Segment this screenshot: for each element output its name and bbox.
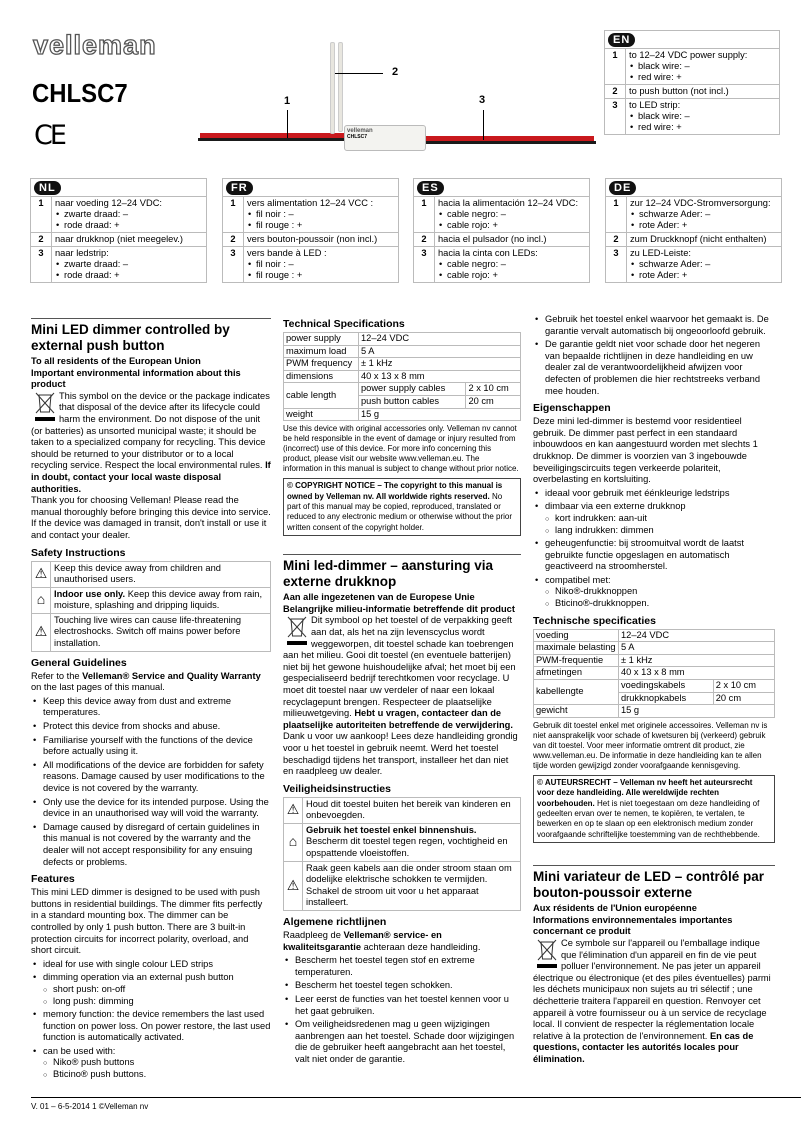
device-brand-label: velleman [347, 128, 373, 134]
row-text: hacia la cinta con LEDs: [438, 248, 538, 258]
sub-item: ○ short push: on-off [43, 984, 271, 996]
row-number: 1 [31, 197, 52, 232]
wire-item: • cable negro: – [438, 259, 586, 270]
row-text: vers bande à LED : [247, 248, 327, 258]
wire-item: • rode draad: + [55, 220, 203, 231]
list-item: • ideal for use with single colour LED strips [31, 959, 271, 971]
table-row [605, 49, 779, 85]
list-item: • Damage caused by disregard of certain guidelines in this manual is not covered by the warranty and the dealer will not accept responsibility for any ensuing defects or problems. [31, 822, 271, 868]
lang-badge-en: EN [608, 33, 635, 47]
table-row: push button cables 20 cm [284, 395, 521, 408]
column-2 [283, 318, 521, 1068]
list-item: • compatibel met: ○ Niko®-drukknoppen ○ Bticino®-drukknoppen. [533, 575, 775, 610]
nl-env-text: Dit symbool op het toestel of de verpakking geeft aan dat, als het na zijn levenscyclus wordt weggeworpen, dit toestel schade kan toebrengen aan het milieu. Gooi dit toestel (en eventuele batterijen) niet bij het gewone huishoudelijke afval; het moet bij een gespecialiseerd bedrijf terechtkomen voor recyclage. U moet dit toestel naar uw verdeler of naar een lokaal recyclagepunt brengen. Respecteer de plaatselijke milieuwetgeving. [283, 615, 516, 719]
row-number: 3 [31, 247, 52, 282]
nl-features-text: Deze mini led-dimmer is bestemd voor residentieel gebruik. De dimmer past perfect in een standaard inbouwdoos en kan aangestuurd worden met slechts 1 drukknop. De dimmer is voorzien van 3 ingebouwde beveiligingscircuits tegen verkeerde polariteit, overbelasting en kortsluiting. [533, 416, 758, 485]
row-text: to 12–24 VDC power supply: [629, 50, 748, 60]
push-button-wire [330, 42, 335, 134]
nl-thanks: Dank u voor uw aankoop! Lees deze handleiding grondig voor u het toestel in gebruik neemt. Werd het toestel beschadigd tijdens het transport, installeer het dan niet en raadpleeg uw dealer. [283, 731, 518, 777]
row-number: 1 [414, 197, 435, 232]
wire-item: • cable negro: – [438, 209, 586, 220]
product-image [198, 40, 598, 160]
wire-item: • red wire: + [629, 72, 776, 83]
wire-item: • black wire: – [629, 111, 776, 122]
table-row [31, 247, 206, 282]
en-guidelines-intro: Refer to the Velleman® Service and Quality Warranty on the last pages of this manual. [31, 670, 261, 693]
table-row: voeding 12–24 VDC [534, 629, 775, 642]
lang-badge-de: DE [609, 181, 636, 195]
connection-table-nl [30, 178, 207, 283]
row-number: 2 [31, 233, 52, 246]
sub-item: ○ lang indrukken: dimmen [545, 525, 775, 537]
table-row [605, 85, 779, 99]
device-model-label: CHLSC7 [347, 134, 368, 140]
row-text: to LED strip: [629, 100, 681, 110]
electric-hazard-icon: ⚠ [284, 861, 303, 910]
connection-table-en [604, 30, 780, 135]
callout-2: 2 [392, 66, 399, 78]
list-item: • dimming operation via an external push button ○ short push: on-off ○ long push: dimming [31, 972, 271, 1007]
wire-item: • cable rojo: + [438, 220, 586, 231]
sub-item: ○ Bticino® push buttons. [43, 1069, 271, 1081]
list-item: • geheugenfunctie: bij stroomuitval wordt de laatst gebruikte functie opgeslagen en automatisch geactiveerd na stroomherstel. [533, 538, 775, 573]
nl-spec-heading: Technische specificaties [533, 614, 656, 627]
connection-table-es [413, 178, 590, 283]
en-spec-heading: Technical Specifications [283, 318, 405, 330]
list-item: • Keep this device away from dust and extreme temperatures. [31, 696, 271, 719]
row-text: to push button (not incl.) [629, 86, 729, 96]
table-row [31, 233, 206, 247]
lang-badge-fr: FR [226, 181, 253, 195]
table-row: weight 15 g [284, 408, 521, 421]
fr-title: Mini variateur de LED – contrôlé par bouton-poussoir externe [533, 869, 765, 901]
table-row: dimensions 40 x 13 x 8 mm [284, 370, 521, 383]
row-text: zum Druckknopf (nicht enthalten) [630, 234, 767, 244]
row-text: naar ledstrip: [55, 248, 109, 258]
house-icon: ⌂ [284, 823, 303, 861]
table-row [223, 233, 398, 247]
sub-item: ○ Niko®-drukknoppen [545, 586, 775, 598]
row-number: 3 [414, 247, 435, 282]
en-safety-heading: Safety Instructions [31, 546, 126, 559]
nl-env-block [283, 615, 521, 731]
right-cable-black [426, 141, 596, 144]
sub-item: ○ long push: dimming [43, 996, 271, 1008]
en-env-text: This symbol on the device or the package indicates that disposal of the device after its lifecycle could harm the environment. Do not dispose of the unit (or batteries) as unsorted municipal waste; it should be taken to a specialized company for recycling. This device should be returned to your distributor or to a local recycling service. Respect the local environmental rules. [31, 390, 270, 471]
table-row: PWM frequency ± 1 kHz [284, 358, 521, 371]
sub-item: ○ Bticino®-drukknoppen. [545, 598, 775, 610]
table-row [605, 99, 779, 134]
nl-guidelines-intro: Raadpleeg de Velleman® service- en kwaliteitsgarantie achteraan deze handleiding. [283, 930, 481, 952]
en-env-bold: If in doubt, contact your local waste disposal authorities. [31, 460, 271, 494]
nl-guidelines-list-cont [533, 314, 775, 397]
nl-features-heading: Eigenschappen [533, 402, 611, 415]
fr-env-text: Ce symbole sur l'appareil ou l'emballage indique que l'élimination d'un appareil en fin de vie peut polluer l'environnement. Ne pas jeter un appareil électrique ou électronique (et des piles éventuelles) parmi les déchets municipaux non sujets au tri sélectif ; une déchetterie traitera l'appareil en question. Renvoyer cet appareil à votre fournisseur ou à un service de recyclage local. Il convient de respecter la réglementation locale relative à la protection de l'environnement. [533, 938, 771, 1041]
list-item: • Protect this device from shocks and abuse. [31, 721, 271, 733]
en-eu-heading: To all residents of the European Union [31, 356, 201, 366]
nl-safety-heading: Veiligheidsinstructies [283, 782, 391, 795]
row-number: 3 [605, 99, 626, 134]
sub-item: ○ Niko® push buttons [43, 1057, 271, 1069]
callout-line-2 [335, 73, 383, 74]
list-item: • can be used with: ○ Niko® push buttons ○ Bticino® push buttons. [31, 1046, 271, 1081]
wire-item: • fil rouge : + [247, 270, 395, 281]
table-row [414, 233, 589, 247]
en-env-block [31, 391, 271, 495]
row-number: 1 [606, 197, 627, 232]
table-row: cable length power supply cables 2 x 10 cm [284, 383, 521, 396]
list-item: • dimbaar via een externe drukknop ○ kort indrukken: aan-uit ○ lang indrukken: dimmen [533, 501, 775, 536]
table-row [32, 613, 271, 651]
table-row: gewicht 15 g [534, 705, 775, 718]
en-thanks: Thank you for choosing Velleman! Please read the manual thoroughly before bringing this device into service. If the device was damaged in transit, don't install or use it and contact your dealer. [31, 495, 271, 540]
table-row: PWM-frequentie ± 1 kHz [534, 654, 775, 667]
callout-line-3 [483, 110, 484, 140]
list-item: • Bescherm het toestel tegen stof en extreme temperaturen. [283, 955, 521, 978]
wire-item: • rote Ader: + [630, 220, 778, 231]
dimmer-body [344, 125, 426, 151]
callout-1: 1 [284, 95, 291, 107]
list-item: • All modifications of the device are forbidden for safety reasons. Damage caused by user modifications to the device is not covered by the warranty. [31, 760, 271, 795]
weee-bin-icon [536, 938, 558, 970]
wire-item: • fil rouge : + [247, 220, 395, 231]
list-item: • De garantie geldt niet voor schade door het negeren van bepaalde richtlijnen in deze handleiding en uw dealer zal de verantwoordelijkheid afwijzen voor defecten of problemen die hier rechtstreeks verband mee houden. [533, 339, 775, 397]
weee-bin-icon [286, 615, 308, 647]
list-item: • Leer eerst de functies van het toestel kennen voor u het gaat gebruiken. [283, 994, 521, 1017]
row-number: 2 [414, 233, 435, 246]
connection-table-fr [222, 178, 399, 283]
electric-hazard-icon: ⚠ [32, 613, 51, 651]
list-item: • Gebruik het toestel enkel waarvoor het gemaakt is. De garantie vervalt automatisch bij ongeoorloofd gebruik. [533, 314, 775, 337]
table-row [284, 823, 521, 861]
row-number: 3 [223, 247, 244, 282]
table-row [284, 861, 521, 910]
wire-item: • rode draad: + [55, 270, 203, 281]
row-text: naar drukknop (niet meegelev.) [55, 234, 183, 244]
table-row [223, 197, 398, 233]
en-disclaimer: Use this device with original accessories only. Velleman nv cannot be held responsible in the event of damage or injury resulted from (incorrect) use of this device. For more info concerning this product, please visit our website www.velleman.eu. The information in this manual is subject to change without prior notice. [283, 424, 519, 474]
row-text: hacia la alimentación 12–24 VDC: [438, 198, 579, 208]
table-row [414, 197, 589, 233]
nl-copyright-notice: © AUTEURSRECHT – Velleman nv heeft het auteursrecht voor deze handleiding. Alle wereldwijde rechten voorbehouden. Het is niet toegestaan om deze handleiding of gedeelten ervan over te nemen, te kopiëren, te vertalen, te bewerken en op te slaan op een elektronisch medium zonder voorafgaande schriftelijke toestemming van de rechthebbende. [533, 775, 775, 843]
nl-eu-heading: Aan alle ingezetenen van de Europese Unie [283, 592, 475, 603]
en-title: Mini LED dimmer controlled by external push button [31, 322, 230, 353]
left-cable-black [198, 138, 345, 141]
en-copyright-notice: © COPYRIGHT NOTICE – The copyright to this manual is owned by Velleman nv. All worldwide rights reserved. No part of this manual may be copied, reproduced, translated or reduced to any electronic medium or otherwise without the prior written consent of the copyright holder. [283, 478, 521, 536]
nl-features-list [533, 488, 775, 610]
en-safety-table [31, 561, 271, 652]
en-features-heading: Features [31, 873, 75, 886]
ce-mark-icon: CE [34, 120, 64, 151]
page-footer: V. 01 – 6-5-2014 1 ©Velleman nv [31, 1097, 801, 1111]
row-number: 1 [223, 197, 244, 232]
list-item: • Only use the device for its intended purpose. Using the device in an unauthorised way will void the warranty. [31, 797, 271, 820]
row-number: 1 [605, 49, 626, 84]
wire-item: • cable rojo: + [438, 270, 586, 281]
list-item: • Bescherm het toestel tegen schokken. [283, 980, 521, 992]
table-row [31, 197, 206, 233]
table-row: kabellengte voedingskabels 2 x 10 cm [534, 680, 775, 693]
safety-text: Gebruik het toestel enkel binnenshuis. Bescherm dit toestel tegen regen, vochtigheid en opspattende vloeistoffen. [303, 823, 521, 861]
weee-bin-icon [34, 391, 56, 423]
row-text: zur 12–24 VDC-Stromversorgung: [630, 198, 771, 208]
row-text: zu LED-Leiste: [630, 248, 691, 258]
safety-text: Keep this device away from children and unauthorised users. [51, 561, 271, 587]
fr-env-heading: Informations environnementales importantes concernant ce produit [533, 914, 733, 937]
column-1 [31, 318, 271, 1083]
en-features-list [31, 959, 271, 1081]
row-number: 2 [606, 233, 627, 246]
nl-env-bold: Hebt u vragen, contacteer dan de plaatselijke autoriteiten betreffende de verwijdering. [283, 708, 513, 730]
push-button-wire-2 [338, 42, 343, 132]
fr-eu-heading: Aux résidents de l'Union européenne [533, 903, 697, 914]
table-row [32, 561, 271, 587]
velleman-logo: velleman [33, 30, 157, 60]
house-icon: ⌂ [32, 587, 51, 613]
callout-line-1 [287, 110, 288, 138]
nl-spec-table [533, 629, 775, 718]
wire-item: • zwarte draad: – [55, 209, 203, 220]
table-row: drukknopkabels 20 cm [534, 692, 775, 705]
safety-text: Indoor use only. Keep this device away from rain, moisture, splashing and dripping liquids. [51, 587, 271, 613]
safety-text: Raak geen kabels aan die onder stroom staan om dodelijke elektrische schokken te vermijden. Schakel de stroom uit voor u het apparaat installeert. [303, 861, 521, 910]
table-row [606, 197, 781, 233]
connection-table-de [605, 178, 782, 283]
fr-env-block [533, 938, 775, 1066]
row-number: 3 [606, 247, 627, 282]
table-row: maximum load 5 A [284, 345, 521, 358]
row-text: vers alimentation 12–24 VCC : [247, 198, 374, 208]
en-spec-table [283, 332, 521, 421]
callout-3: 3 [479, 94, 486, 106]
row-text: naar voeding 12–24 VDC: [55, 198, 162, 208]
model-number: CHLSC7 [32, 78, 128, 108]
table-row [606, 233, 781, 247]
lang-badge-nl: NL [34, 181, 61, 195]
list-item: • Familiarise yourself with the functions of the device before actually using it. [31, 735, 271, 758]
list-item: • Om veiligheidsredenen mag u geen wijzigingen aanbrengen aan het toestel. Schade door wijzigingen die de gebruiker heeft aangebracht aan het toestel, valt niet onder de garantie. [283, 1019, 521, 1065]
row-text: hacia el pulsador (no incl.) [438, 234, 547, 244]
nl-title: Mini led-dimmer – aansturing via externe drukknop [283, 558, 494, 590]
wire-item: • red wire: + [629, 122, 776, 133]
table-row [414, 247, 589, 282]
wire-item: • schwarze Ader: – [630, 209, 778, 220]
wire-item: • schwarze Ader: – [630, 259, 778, 270]
warning-icon: ⚠ [284, 797, 303, 823]
table-row: maximale belasting 5 A [534, 642, 775, 655]
safety-text: Houd dit toestel buiten het bereik van kinderen en onbevoegden. [303, 797, 521, 823]
wire-item: • zwarte draad: – [55, 259, 203, 270]
warning-icon: ⚠ [32, 561, 51, 587]
en-guidelines-list [31, 696, 271, 868]
row-text: vers bouton-poussoir (non incl.) [247, 234, 378, 244]
nl-safety-table [283, 797, 521, 911]
wire-item: • fil noir : – [247, 209, 395, 220]
en-env-heading: Important environmental information about this product [31, 367, 241, 390]
en-features-text: This mini LED dimmer is designed to be used with push buttons in residential buildings. The dimmer fits perfectly in a standard mounting box. The dimmer can be controlled by only 1 push button. There are 3 built-in protection circuits for incorrect polarity, overload, and short circuit. [31, 887, 263, 956]
row-number: 2 [223, 233, 244, 246]
wire-item: • rote Ader: + [630, 270, 778, 281]
table-row [32, 587, 271, 613]
nl-env-heading: Belangrijke milieu-informatie betreffende dit product [283, 603, 515, 614]
table-row [606, 247, 781, 282]
lang-badge-es: ES [417, 181, 444, 195]
column-3 [533, 314, 775, 1066]
list-item: • memory function: the device remembers the last used function on power loss. On power restore, the last used function is automatically activated. [31, 1009, 271, 1044]
table-row: power supply 12–24 VDC [284, 333, 521, 346]
list-item: • ideaal voor gebruik met éénkleurige ledstrips [533, 488, 775, 500]
nl-guidelines-list [283, 955, 521, 1065]
row-number: 2 [605, 85, 626, 98]
fr-env-bold: En cas de questions, contacter les autorités locales pour élimination. [533, 1030, 754, 1064]
en-guidelines-heading: General Guidelines [31, 656, 127, 669]
table-row [223, 247, 398, 282]
wire-item: • fil noir : – [247, 259, 395, 270]
safety-text: Touching live wires can cause life-threatening electroshocks. Switch off mains power before installation. [51, 613, 271, 651]
nl-disclaimer: Gebruik dit toestel enkel met originele accessoires. Velleman nv is niet aansprakelijk voor schade of kwetsuren bij (verkeerd) gebruik van dit toestel. Voor meer informatie omtrent dit product, zie www.velleman.eu. De informatie in deze handleiding kan te allen tijde worden gewijzigd zonder voorafgaande kennisgeving. [533, 720, 768, 770]
wire-item: • black wire: – [629, 61, 776, 72]
sub-item: ○ kort indrukken: aan-uit [545, 513, 775, 525]
table-row: afmetingen 40 x 13 x 8 mm [534, 667, 775, 680]
table-row [284, 797, 521, 823]
nl-guidelines-heading: Algemene richtlijnen [283, 916, 387, 929]
